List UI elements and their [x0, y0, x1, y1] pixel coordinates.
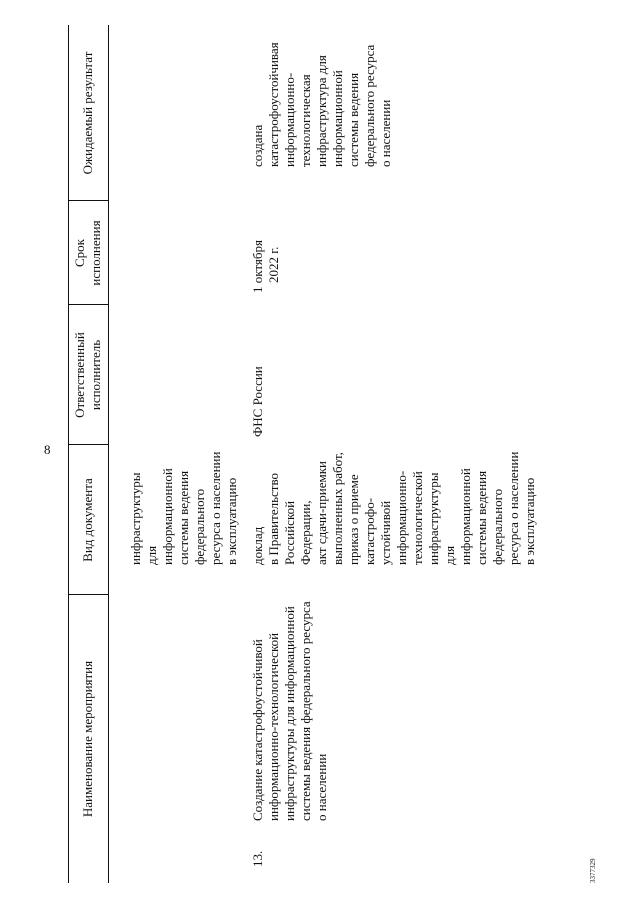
header-responsible-1: Ответственный	[72, 332, 87, 418]
row-doc-line: Российской	[282, 500, 297, 565]
row-result-line: о населении	[378, 99, 393, 167]
row-result-line: федерального ресурса	[362, 44, 377, 167]
row-result-line: информационно-	[282, 72, 297, 167]
row-result-line: системы ведения	[346, 72, 361, 167]
header-doc-type: Вид документа	[80, 478, 95, 562]
row-doc-line: информационной	[458, 468, 473, 565]
row-doc-line: доклад	[250, 526, 265, 565]
row-doc-line: в эксплуатацию	[522, 477, 537, 565]
row-doc-line: в Правительство	[266, 472, 281, 565]
row-name-line: инфраструктуры для информационной	[282, 606, 297, 821]
row-responsible: ФНС России	[250, 366, 265, 437]
row-name-line: информационно-технологической	[266, 632, 281, 821]
header-responsible-2: исполнитель	[88, 339, 103, 411]
row-doc-line: Федерации,	[298, 500, 313, 565]
row-result-line: информационной	[330, 70, 345, 167]
cont-doc-line: информационной	[160, 468, 175, 565]
cont-doc-line: для	[144, 545, 159, 565]
row-result-line: катастрофоустойчивая	[266, 42, 281, 167]
row-deadline-line: 2022 г.	[266, 246, 281, 283]
row-doc-line: инфраструктуры	[426, 472, 441, 565]
header-name: Наименование мероприятия	[80, 660, 95, 818]
cont-doc-line: ресурса о населении	[208, 451, 223, 565]
page-number: 8	[44, 442, 51, 457]
row-result-line: инфраструктура для	[314, 55, 329, 167]
row-doc-line: приказ о приеме	[346, 474, 361, 565]
header-deadline-2: исполнения	[88, 220, 103, 286]
cont-doc-line: федерального	[192, 488, 207, 565]
row-doc-line: для	[442, 545, 457, 565]
row-doc-line: выполненных работ,	[330, 452, 345, 565]
table-top-line	[68, 25, 69, 883]
cont-doc-line: в эксплуатацию	[224, 477, 239, 565]
document-code-text: 3377329	[589, 858, 597, 883]
cont-doc-line: инфраструктуры	[128, 472, 143, 565]
row-name-line: системы ведения федерального ресурса	[298, 601, 313, 821]
row-doc-line: катастрофо-	[362, 497, 377, 565]
header-result: Ожидаемый результат	[80, 51, 95, 175]
header-bottom-line	[108, 25, 109, 883]
row-doc-line: устойчивой	[378, 500, 393, 565]
row-doc-line: ресурса о населении	[506, 451, 521, 565]
row-doc-line: федерального	[490, 488, 505, 565]
row-result-line: создана	[250, 124, 265, 167]
row-doc-line: акт сдачи-приемки	[314, 461, 329, 565]
row-name-line: о населении	[314, 753, 329, 821]
row-result-line: технологическая	[298, 74, 313, 167]
header-deadline-1: Срок	[72, 239, 87, 267]
row-doc-line: системы ведения	[474, 470, 489, 565]
cont-doc-line: системы ведения	[176, 470, 191, 565]
row-name-line: Создание катастрофоустойчивой	[250, 639, 265, 821]
row-doc-line: информационно-	[394, 470, 409, 565]
row-doc-line: технологической	[410, 471, 425, 565]
row-deadline-line: 1 октября	[250, 240, 265, 293]
row-number: 13.	[250, 850, 265, 867]
